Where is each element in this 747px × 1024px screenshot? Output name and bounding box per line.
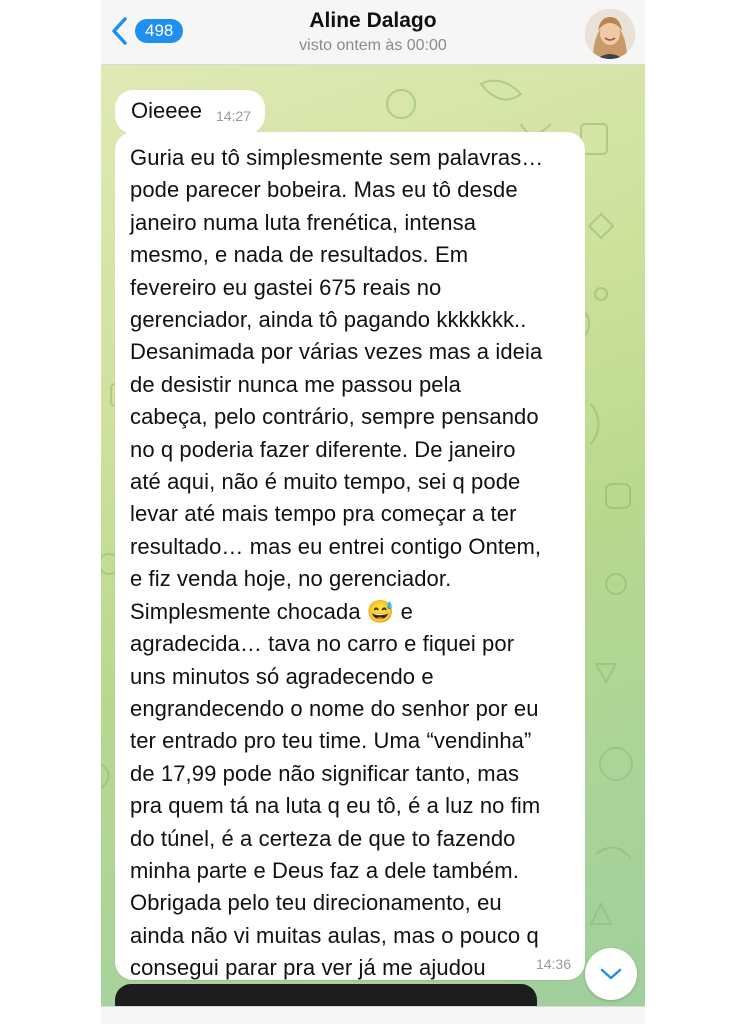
unread-count-badge: 498 bbox=[135, 19, 183, 43]
contact-avatar[interactable] bbox=[585, 9, 635, 59]
chat-header bbox=[101, 0, 645, 65]
message-time: 14:27 bbox=[215, 108, 251, 124]
message-time: 14:36 bbox=[535, 956, 571, 972]
message-text: Oieeee bbox=[131, 98, 202, 123]
contact-name[interactable]: Aline Dalago bbox=[309, 9, 437, 32]
message-input-bar[interactable] bbox=[101, 1006, 645, 1024]
scroll-down-button[interactable] bbox=[585, 948, 637, 1000]
message-bubble[interactable] bbox=[115, 90, 265, 134]
message-text: Guria eu tô simplesmente sem palavras… pode parecer bobeira. Mas eu tô desde janeiro numa luta frenética, intensa mesmo, e nada de resultados. Em fevereiro eu gastei 675 reais no gerenciador, ainda tô pagando kkkkkkk.. Desanimada por várias vezes mas a ideia de desistir nunca me passou pela cabeça, pelo contrário, sempre pensando no q poderia fazer diferente. De janeiro até aqui, não é muito tempo, sei q pode levar até mais tempo pra começar a ter resultado… mas eu entrei contigo Ontem, e fiz venda hoje, no gerenciador. Simplesmente chocada 😅 e agradecida… tava no carro e fiquei por uns minutos só agradecendo e engrandecendo o nome do senhor por eu ter entrado pro teu time. Uma “vendinha” de 17,99 pode não significar tanto, mas pra quem tá na luta q eu tô, é a luz no fim do túnel, é a certeza de que to fazendo minha parte e Deus faz a dele também. Obrigada pelo teu direcionamento, eu ainda não vi muitas aulas, mas o pouco q consegui parar pra ver já me ajudou bbox=[130, 145, 544, 981]
chevron-down-icon bbox=[599, 966, 623, 982]
message-bubble[interactable] bbox=[115, 132, 585, 980]
avatar-photo bbox=[585, 9, 635, 59]
chat-screen bbox=[101, 0, 645, 1024]
last-seen-status: visto ontem às 00:00 bbox=[299, 37, 447, 54]
